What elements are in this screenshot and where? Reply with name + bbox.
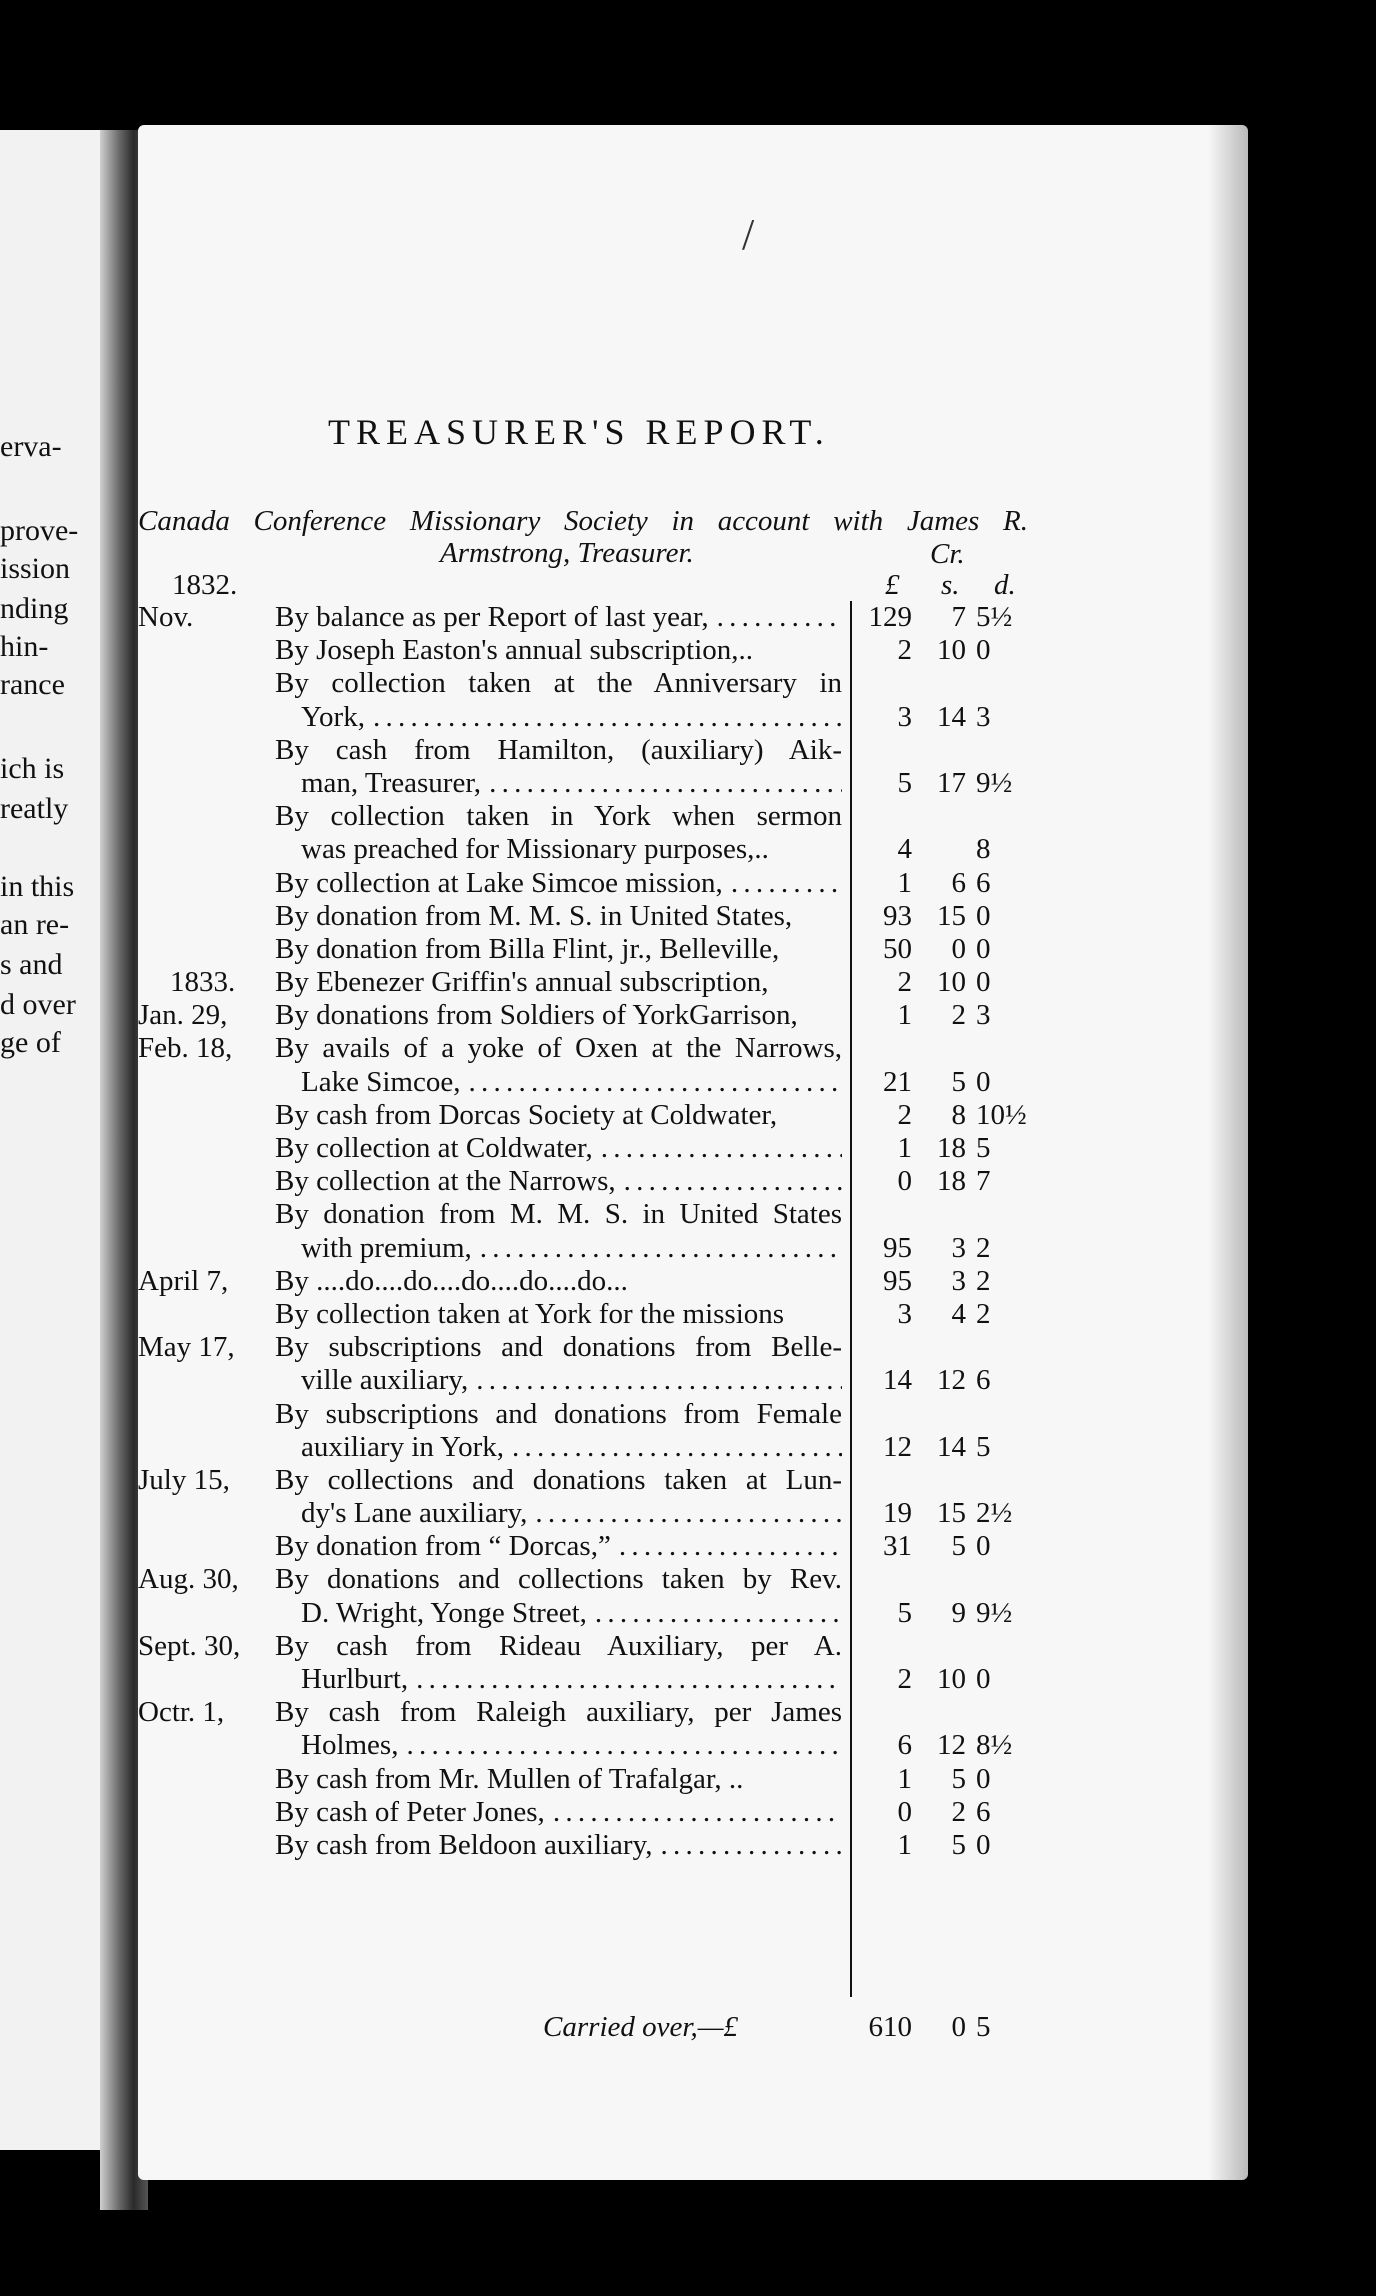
entry-description-text: By cash from Dorcas Society at Coldwater, [275,1098,778,1131]
amount-pounds: 50 [883,932,912,965]
facing-page-fragment: reatly [0,792,69,825]
entry-description [275,1796,842,1829]
ledger-line [138,1364,1038,1397]
amount-shillings: 17 [937,766,966,799]
entry-date: April 7, [138,1264,229,1297]
facing-page-fragment: ge of [0,1026,61,1059]
entry-description [275,966,842,999]
document-page [138,125,1248,2180]
ledger-line [138,933,1038,966]
amount-shillings: 2 [951,999,966,1032]
ledger-line [138,1464,1038,1497]
entry-description [301,1431,842,1464]
entry-description [275,1763,842,1796]
entry-description-text: By avails of a yoke of Oxen at the Narrows, [275,1032,842,1065]
amount-shillings: 3 [951,1264,966,1297]
ledger-line [138,1298,1038,1331]
entry-date: Octr. 1, [138,1696,225,1729]
carried-over-pence: 5 [976,2011,991,2043]
carried-over-row [138,2011,1038,2047]
account-heading-line2: Armstrong, Treasurer. [440,537,694,569]
amount-pounds: 1 [897,1828,912,1861]
heading-word: account [717,505,810,537]
entry-description-text: By subscriptions and donations from Belle- [275,1331,842,1364]
amount-shillings: 5 [951,1762,966,1795]
carried-over-shillings: 0 [951,2011,966,2043]
amount-shillings: 12 [937,1729,966,1762]
amount-pounds: 4 [897,833,912,866]
entry-date: Jan. 29, [138,999,228,1032]
entry-description [275,1696,842,1729]
amount-shillings: 10 [937,634,966,667]
amount-pence: 2 [976,1231,991,1264]
amount-shillings: 5 [951,1828,966,1861]
entry-description-text: By cash from Raleigh auxiliary, per James [275,1696,842,1729]
amount-shillings: 5 [951,1065,966,1098]
amount-shillings: 6 [951,866,966,899]
carried-over-pounds: 610 [868,2011,912,2043]
facing-page-fragment: ich is [0,752,65,785]
ledger-line [138,734,1038,767]
facing-page-fragment: in this [0,870,75,903]
ledger-entries [138,601,1038,1862]
amount-pence: 8½ [976,1729,1013,1762]
entry-description-text: Hurlburt, [301,1663,409,1695]
page-edge-shade [1208,125,1248,2180]
facing-page-fragment: nding [0,592,69,625]
entry-description [275,1530,842,1563]
heading-word: Society [564,505,648,537]
amount-pence: 2 [976,1264,991,1297]
ledger-line [138,1696,1038,1729]
entry-description-text: auxiliary in York, [301,1430,504,1463]
entry-description [275,1464,842,1497]
entry-description-text: By subscriptions and donations from Female [275,1397,842,1430]
entry-description-text: with premium, [301,1231,472,1264]
amount-pence: 10½ [976,1098,1027,1131]
amount-pence: 5½ [976,601,1013,633]
amount-shillings: 10 [937,1663,966,1695]
entry-description [275,1829,842,1862]
ledger-line [138,1165,1038,1198]
facing-page-fragment: prove- [0,514,79,547]
ledger-line [138,1597,1038,1630]
amount-pence: 2½ [976,1497,1013,1530]
amount-pounds: 2 [897,966,912,999]
ledger-line [138,1530,1038,1563]
ledger-line [138,1796,1038,1829]
entry-description [275,1265,842,1298]
entry-description-text: By donation from “ Dorcas,” [275,1530,611,1563]
year-label: 1832. [172,569,238,601]
entry-description-text: By Joseph Easton's annual subscription,.. [275,634,754,667]
amount-pounds: 1 [897,866,912,899]
amount-pounds: 93 [883,899,912,932]
amount-pounds: 1 [897,999,912,1032]
ledger-line [138,999,1038,1032]
ledger-line [138,1066,1038,1099]
amount-shillings: 5 [951,1530,966,1563]
entry-description-text: By balance as per Report of last year, [275,601,709,633]
ledger-line [138,833,1038,866]
ledger-line [138,667,1038,700]
entry-description-text: By collection at the Narrows, [275,1165,616,1198]
amount-shillings: 14 [937,1430,966,1463]
ledger-line [138,900,1038,933]
amount-pence: 0 [976,1762,991,1795]
ledger-line [138,1630,1038,1663]
pounds-column-header: £ [885,569,900,601]
ledger-line [138,800,1038,833]
amount-pounds: 0 [897,1165,912,1198]
ledger-line [138,1032,1038,1065]
entry-description-text: By donation from M. M. S. in United States [275,1198,842,1231]
ledger-line [138,1331,1038,1364]
entry-description [301,1597,842,1630]
amount-pounds: 2 [897,1663,912,1695]
amount-shillings: 3 [951,1231,966,1264]
entry-description [275,667,842,700]
entry-description-text: man, Treasurer, [301,766,482,799]
entry-description-text: By donations from Soldiers of YorkGarrison, [275,999,798,1032]
facing-page-fragment: erva- [0,430,62,463]
amount-pence: 0 [976,899,991,932]
entry-description [301,1729,842,1762]
amount-pounds: 95 [883,1231,912,1264]
carried-over-label: Carried over,—£ [543,2011,738,2043]
amount-shillings: 9 [951,1596,966,1629]
amount-pence: 6 [976,866,991,899]
ledger-line [138,867,1038,900]
ledger-line [138,1729,1038,1762]
credit-label: Cr. [930,538,965,570]
entry-description-text: Holmes, [301,1729,399,1762]
entry-description [275,1032,842,1065]
entry-description-text: York, [301,700,365,733]
amount-pence: 8 [976,833,991,866]
ledger-line [138,1198,1038,1231]
entry-description [275,601,842,634]
entry-description-text: Lake Simcoe, [301,1065,461,1098]
entry-description [275,1630,842,1663]
amount-shillings: 0 [951,932,966,965]
entry-description [275,1165,842,1198]
entry-description [275,1198,842,1231]
ledger-line [138,1497,1038,1530]
heading-word: Canada [138,505,230,537]
amount-shillings: 18 [937,1132,966,1164]
entry-date: Nov. [138,601,194,633]
facing-page-fragment: an re- [0,908,70,941]
amount-pounds: 21 [883,1065,912,1098]
entry-description [275,900,842,933]
entry-description [275,1398,842,1431]
entry-description [275,734,842,767]
heading-word: James [906,505,980,537]
account-heading [138,505,1028,538]
entry-description [275,800,842,833]
entry-description-text: By collection taken at the Anniversary in [275,667,842,700]
entry-description-text: By cash from Beldoon auxiliary, [275,1828,653,1861]
amount-pence: 0 [976,1065,991,1098]
amount-shillings: 8 [951,1098,966,1131]
amount-pence: 0 [976,1530,991,1563]
entry-description-text: By ....do....do....do....do....do... [275,1264,628,1297]
entry-date: July 15, [138,1463,230,1496]
entry-description-text: By cash from Hamilton, (auxiliary) Aik- [275,733,842,766]
facing-page-fragment: ission [0,552,71,585]
entry-description-text: By collections and donations taken at Lun- [275,1463,842,1496]
amount-pence: 6 [976,1795,991,1828]
entry-description [275,933,842,966]
amount-pounds: 3 [897,1297,912,1330]
amount-pounds: 1 [897,1132,912,1164]
amount-pence: 7 [976,1165,991,1198]
facing-page-fragment: rance [0,668,65,701]
entry-description-text: dy's Lane auxiliary, [301,1497,528,1530]
entry-description-text: By collection at Lake Simcoe mission, [275,866,723,899]
entry-description-text: D. Wright, Yonge Street, [301,1596,587,1629]
entry-description-text: By donations and collections taken by Rev. [275,1563,842,1596]
amount-shillings: 14 [937,700,966,733]
amount-pence: 3 [976,999,991,1032]
entry-description-text: ville auxiliary, [301,1364,469,1397]
ledger-line [138,966,1038,999]
ledger-line [138,601,1038,634]
amount-pence: 0 [976,1828,991,1861]
entry-description [275,1298,842,1331]
amount-shillings: 15 [937,1497,966,1530]
amount-pence: 9½ [976,766,1013,799]
amount-pounds: 2 [897,634,912,667]
amount-pence: 6 [976,1364,991,1397]
facing-page-fragment: s and [0,948,63,981]
amount-pounds: 2 [897,1098,912,1131]
heading-word: in [671,505,694,537]
ledger-line [138,701,1038,734]
shillings-column-header: s. [941,569,960,601]
entry-description [301,1066,842,1099]
amount-pence: 0 [976,966,991,999]
facing-page-fragment: d over [0,988,76,1021]
amount-shillings: 7 [951,601,966,633]
amount-pence: 2 [976,1297,991,1330]
amount-pounds: 12 [883,1430,912,1463]
entry-description-text: By donation from Billa Flint, jr., Belleville, [275,932,780,965]
amount-pounds: 14 [883,1364,912,1397]
entry-description [301,701,842,734]
entry-description [275,867,842,900]
amount-pounds: 31 [883,1530,912,1563]
ledger-line [138,1829,1038,1862]
amount-pence: 5 [976,1132,991,1164]
amount-pounds: 5 [897,1596,912,1629]
ledger-line [138,634,1038,667]
entry-description [301,1364,842,1397]
amount-pounds: 3 [897,700,912,733]
entry-description [301,1663,842,1696]
amount-pence: 9½ [976,1596,1013,1629]
amount-pounds: 129 [868,601,912,633]
facing-page-fragment: hin- [0,630,49,663]
ledger-line [138,1431,1038,1464]
heading-word: R. [1003,505,1028,537]
entry-description-text: By Ebenezer Griffin's annual subscription, [275,966,769,999]
amount-pounds: 0 [897,1795,912,1828]
entry-date: May 17, [138,1331,235,1364]
entry-description [275,999,842,1032]
ledger-line [138,1398,1038,1431]
entry-description [275,634,842,667]
entry-date: Aug. 30, [138,1563,239,1596]
entry-description-text: By collection taken at York for the missions [275,1297,785,1330]
entry-date: 1833. [170,966,236,999]
page-mark: / [742,210,755,259]
pence-column-header: d. [994,569,1016,601]
entry-description [301,833,842,866]
entry-description-text: By cash from Rideau Auxiliary, per A. [275,1629,842,1662]
ledger-line [138,1099,1038,1132]
entry-description-text: By cash from Mr. Mullen of Trafalgar, .. [275,1762,744,1795]
amount-pence: 3 [976,700,991,733]
entry-date: Feb. 18, [138,1032,233,1065]
amount-pounds: 5 [897,766,912,799]
ledger-line [138,1265,1038,1298]
page-title: TREASURER'S REPORT. [328,412,830,452]
heading-word: with [833,505,884,537]
entry-description-text: was preached for Missionary purposes,.. [301,833,769,866]
ledger-line [138,767,1038,800]
ledger-line [138,1663,1038,1696]
amount-pence: 0 [976,932,991,965]
amount-shillings: 15 [937,899,966,932]
amount-shillings: 4 [951,1297,966,1330]
amount-shillings: 10 [937,966,966,999]
entry-description-text: By donation from M. M. S. in United States, [275,899,793,932]
entry-description [275,1132,842,1165]
amount-pounds: 1 [897,1762,912,1795]
entry-description-text: By collection taken in York when sermon [275,800,842,833]
amount-pence: 0 [976,634,991,667]
heading-word: Conference [253,505,387,537]
entry-description [275,1563,842,1596]
amount-pounds: 95 [883,1264,912,1297]
amount-pounds: 6 [897,1729,912,1762]
entry-description-text: By cash of Peter Jones, [275,1795,545,1828]
entry-date: Sept. 30, [138,1629,241,1662]
ledger-line [138,1132,1038,1165]
amount-pence: 0 [976,1663,991,1695]
entry-description [275,1331,842,1364]
heading-word: Missionary [409,505,541,537]
entry-description [301,767,842,800]
amount-pence: 5 [976,1430,991,1463]
entry-description [301,1232,842,1265]
entry-description [301,1497,842,1530]
ledger-line [138,1563,1038,1596]
amount-shillings: 2 [951,1795,966,1828]
entry-description-text: By collection at Coldwater, [275,1132,593,1164]
ledger-line [138,1232,1038,1265]
amount-shillings: 18 [937,1165,966,1198]
amount-shillings: 12 [937,1364,966,1397]
entry-description [275,1099,842,1132]
amount-pounds: 19 [883,1497,912,1530]
ledger-line [138,1763,1038,1796]
